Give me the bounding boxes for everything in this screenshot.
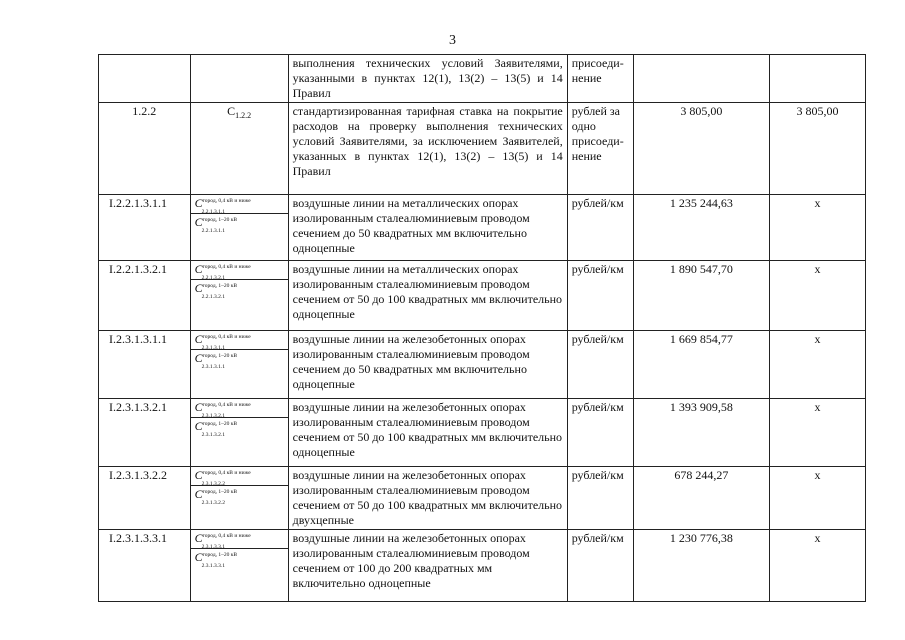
symbol-superscript: город, 0,4 кВ и ниже	[202, 334, 251, 340]
symbol-superscript: город, 0,4 кВ и ниже	[202, 264, 251, 270]
unit-cell: рублей/км	[567, 467, 633, 530]
table-row-1-2-2	[99, 103, 866, 195]
description-cell: воздушные линии на железобетонных опорах изолированным сталеалюминиевым проводом сечением от 50 до 100 квадратных мм включительно двухцепные	[288, 467, 567, 530]
symbol-top	[191, 261, 288, 280]
symbol-cell	[190, 467, 288, 530]
tariff-table	[98, 54, 866, 602]
description-cell: воздушные линии на железобетонных опорах изолированным сталеалюминиевым проводом сечением от 100 до 200 квадратных мм включительно одноцепные	[288, 530, 567, 602]
symbol-cell	[190, 103, 288, 195]
symbol-subscript: 2.2.1.3.2.1	[201, 275, 225, 281]
symbol-top	[191, 195, 288, 214]
symbol-top	[191, 331, 288, 350]
symbol-superscript: город, 1–20 кВ	[202, 552, 238, 558]
description-cell: воздушные линии на железобетонных опорах изолированным сталеалюминиевым проводом сечением до 50 квадратных мм включительно одноцепные	[288, 331, 567, 399]
symbol-subscript: 2.3.1.3.2.2	[201, 500, 225, 506]
symbol-bottom	[191, 350, 288, 374]
table-row	[99, 467, 866, 530]
symbol-cell	[190, 331, 288, 399]
value2-cell: х	[770, 331, 866, 399]
symbol-subscript: 2.3.1.3.1.1	[201, 364, 225, 370]
value2-cell: х	[770, 467, 866, 530]
table-row	[99, 261, 866, 331]
symbol-superscript: город, 1–20 кВ	[202, 421, 238, 427]
symbol-split	[191, 331, 288, 374]
symbol-split	[191, 195, 288, 238]
symbol-cell	[190, 399, 288, 467]
value2-cell: х	[770, 530, 866, 602]
value1-cell: 1 669 854,77	[633, 331, 769, 399]
symbol-cell	[190, 261, 288, 331]
symbol-letter: $C^{город, 1-20 кВ}$ 2.3.1.3.2.2	[195, 488, 238, 503]
num-cell: I.2.3.1.3.2.2	[99, 467, 191, 530]
unit-cell: рублей/км	[567, 530, 633, 602]
num-cell: I.2.2.1.3.2.1	[99, 261, 191, 331]
symbol-subscript: 2.2.1.3.1.1	[201, 209, 225, 215]
symbol-subscript: 2.2.1.3.2.1	[201, 294, 225, 300]
symbol-subscript: 2.2.1.3.1.1	[201, 228, 225, 234]
symbol-subscript: 2.3.1.3.2.1	[201, 432, 225, 438]
unit-cell: рублей/км	[567, 331, 633, 399]
unit-cell: присоеди-нение	[567, 55, 633, 103]
symbol-bottom	[191, 549, 288, 573]
symbol-subscript: 2.3.1.3.2.2	[201, 481, 225, 487]
num-cell	[99, 55, 191, 103]
value2-cell: 3 805,00	[770, 103, 866, 195]
symbol-letter: $C^{город, 1-20 кВ}$ 2.2.1.3.1.1	[195, 216, 238, 231]
value1-cell: 1 890 547,70	[633, 261, 769, 331]
value1-cell: 1 393 909,58	[633, 399, 769, 467]
page-number: 3	[449, 33, 456, 48]
symbol-cell	[190, 195, 288, 261]
symbol-letter: $C^{город, 1-20 кВ}$ 2.3.1.3.3.1	[195, 551, 238, 566]
symbol-split	[191, 467, 288, 510]
symbol-subscript: 2.3.1.3.3.1	[201, 544, 225, 550]
symbol-split	[191, 530, 288, 573]
symbol-split	[191, 399, 288, 442]
num-cell: 1.2.2	[99, 103, 191, 195]
symbol-superscript: город, 1–20 кВ	[202, 283, 238, 289]
symbol-letter: $C^{город, 1-20 кВ}$ 2.2.1.3.2.1	[195, 282, 238, 297]
symbol-split	[191, 261, 288, 304]
symbol-top	[191, 530, 288, 549]
symbol-letter: C	[227, 104, 236, 118]
description-cell: выполнения технических условий Заявителями, указанными в пунктах 12(1), 13(2) – 13(5) и 14 Правил	[288, 55, 567, 103]
symbol-bottom	[191, 418, 288, 442]
symbol-superscript: город, 1–20 кВ	[202, 217, 238, 223]
description-cell: воздушные линии на железобетонных опорах изолированным сталеалюминиевым проводом сечением от 50 до 100 квадратных мм включительно одноцепные	[288, 399, 567, 467]
symbol-superscript: город, 0,4 кВ и ниже	[202, 198, 251, 204]
symbol-superscript: город, 0,4 кВ и ниже	[202, 533, 251, 539]
symbol-letter: $C^{город, 0,4 кВ и ниже}$ 2.2.1.3.1.1	[195, 197, 251, 212]
num-cell: I.2.3.1.3.1.1	[99, 331, 191, 399]
symbol-letter: $C^{город, 0,4 кВ и ниже}$ 2.3.1.3.2.1	[195, 401, 251, 416]
value2-cell: х	[770, 195, 866, 261]
symbol-letter: $C^{город, 1-20 кВ}$ 2.3.1.3.1.1	[195, 352, 238, 367]
unit-cell: рублей/км	[567, 261, 633, 331]
symbol-cell	[190, 530, 288, 602]
symbol-letter: $C^{город, 0,4 кВ и ниже}$ 2.2.1.3.2.1	[195, 263, 251, 278]
description-cell: воздушные линии на металлических опорах изолированным сталеалюминиевым проводом сечением до 50 квадратных мм включительно одноцепные	[288, 195, 567, 261]
table-row	[99, 530, 866, 602]
value1-cell	[633, 55, 769, 103]
unit-cell: рублей/км	[567, 195, 633, 261]
symbol-top	[191, 399, 288, 418]
continuation-row	[99, 55, 866, 103]
symbol-bottom	[191, 280, 288, 304]
value2-cell: х	[770, 399, 866, 467]
symbol-superscript: город, 1–20 кВ	[202, 489, 238, 495]
symbol-letter: $C^{город, 0,4 кВ и ниже}$ 2.3.1.3.1.1	[195, 333, 251, 348]
symbol-subscript: 2.3.1.3.2.1	[201, 413, 225, 419]
symbol-superscript: город, 0,4 кВ и ниже	[202, 402, 251, 408]
symbol-subscript: 2.3.1.3.1.1	[201, 345, 225, 351]
value2-cell: х	[770, 261, 866, 331]
symbol-letter: $C^{город, 0,4 кВ и ниже}$ 2.3.1.3.3.1	[195, 532, 251, 547]
symbol-superscript: город, 0,4 кВ и ниже	[202, 470, 251, 476]
num-cell: I.2.2.1.3.1.1	[99, 195, 191, 261]
table-row	[99, 331, 866, 399]
symbol-letter: $C^{город, 0,4 кВ и ниже}$ 2.3.1.3.2.2	[195, 469, 251, 484]
symbol-subscript: 1.2.2	[235, 111, 252, 120]
symbol-top	[191, 467, 288, 486]
unit-cell: рублей/км	[567, 399, 633, 467]
symbol-cell	[190, 55, 288, 103]
table-row	[99, 399, 866, 467]
value1-cell: 1 230 776,38	[633, 530, 769, 602]
symbol-bottom	[191, 214, 288, 238]
table-row	[99, 195, 866, 261]
description-cell: стандартизированная тарифная ставка на покрытие расходов на проверку выполнения технических условий Заявителями, за исключением Заявителей, указанных в пунктах 12(1), 13(2) – 13(5) и 14 Правил	[288, 103, 567, 195]
num-cell: I.2.3.1.3.2.1	[99, 399, 191, 467]
num-cell: I.2.3.1.3.3.1	[99, 530, 191, 602]
symbol-bottom	[191, 486, 288, 510]
description-cell: воздушные линии на металлических опорах изолированным сталеалюминиевым проводом сечением от 50 до 100 квадратных мм включительно одноцепные	[288, 261, 567, 331]
value1-cell: 678 244,27	[633, 467, 769, 530]
value1-cell: 1 235 244,63	[633, 195, 769, 261]
value1-cell: 3 805,00	[633, 103, 769, 195]
unit-cell: рублей за одно присоеди-нение	[567, 103, 633, 195]
value2-cell	[770, 55, 866, 103]
symbol-superscript: город, 1–20 кВ	[202, 353, 238, 359]
symbol-letter: $C^{город, 1-20 кВ}$ 2.3.1.3.2.1	[195, 420, 238, 435]
symbol-subscript: 2.3.1.3.3.1	[201, 563, 225, 569]
